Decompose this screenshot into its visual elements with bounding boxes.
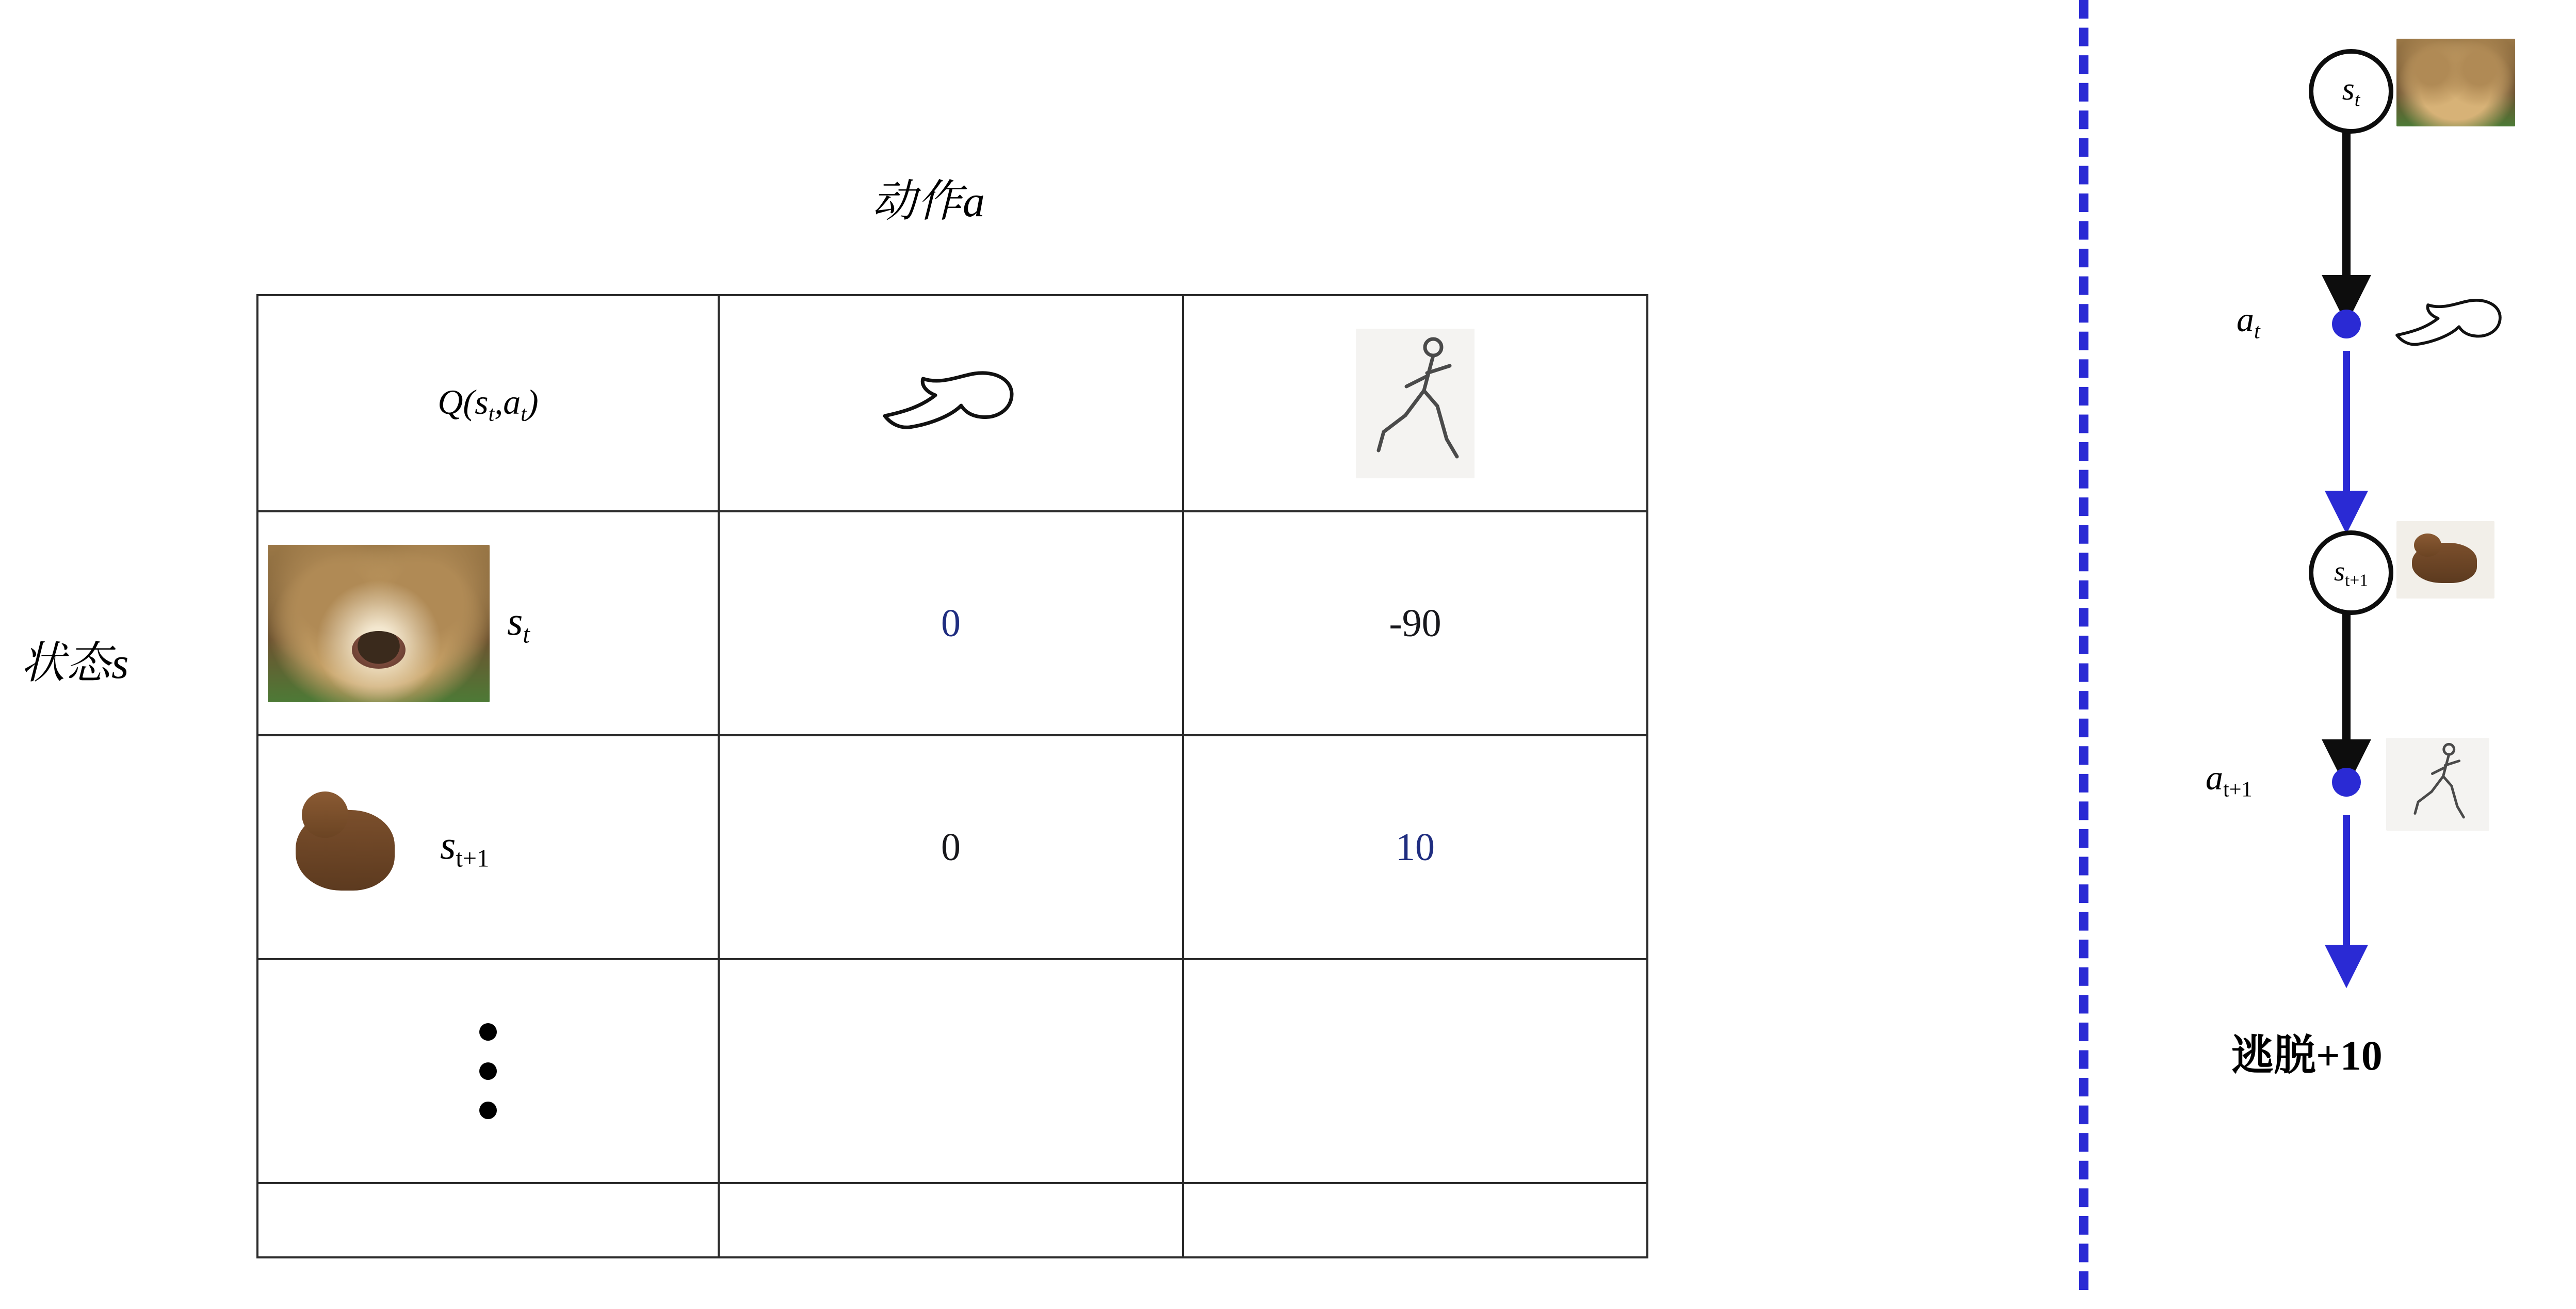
continuation-dots: [257, 959, 719, 1183]
action-axis-label: [872, 165, 986, 229]
chain-node-action-t1: [2332, 768, 2361, 797]
q-value-cell: [719, 511, 1183, 735]
chain-label-action-t: $a_t$: [2237, 300, 2260, 344]
q-value-cell: [719, 735, 1183, 959]
empty-cell: [1183, 959, 1647, 1183]
mdp-chain: [2115, 0, 2576, 1309]
q-value-3: 10: [1396, 825, 1435, 869]
chain-node-state-t: [2309, 49, 2393, 134]
standing-bear-photo: [268, 770, 423, 925]
running-person-icon: [2386, 738, 2489, 831]
dashed-divider: [2079, 0, 2088, 1290]
q-value-cell: [1183, 735, 1647, 959]
row-header-state-t: [257, 511, 719, 735]
table-row: [257, 511, 1647, 735]
q-value-0: 0: [941, 601, 961, 645]
empty-cell: [1183, 1183, 1647, 1257]
flying-bird-icon: [2386, 292, 2515, 359]
ellipsis-dot: [479, 1023, 497, 1041]
chain-node-state-t1-label: st+1: [2334, 555, 2368, 590]
q-value-2: 0: [941, 825, 961, 869]
flying-bird-icon: [873, 362, 1028, 445]
state-axis-label-text: 状态s: [21, 638, 130, 688]
state-t1-label: st+1: [440, 822, 490, 872]
empty-cell: [257, 1183, 719, 1257]
table-continuation-row: [257, 959, 1647, 1183]
chain-arrows: [2115, 0, 2576, 1309]
q-table: [256, 294, 1648, 1258]
roaring-bear-photo: [268, 545, 490, 702]
row-header-state-t1: [257, 735, 719, 959]
small-bear-photo: [2396, 521, 2494, 599]
table-fade-row: [257, 1183, 1647, 1257]
state-axis-label: [21, 627, 129, 691]
column-header-run: [1183, 295, 1647, 511]
chain-node-state-t-label: $s_t$: [2342, 72, 2360, 111]
ellipsis-dot: [479, 1102, 497, 1119]
action-axis-label-text: 动作a: [872, 176, 986, 226]
chain-label-action-t1: at+1: [2206, 758, 2253, 802]
q-value-1: -90: [1389, 601, 1441, 645]
terminal-reward-label: 逃脱+10: [2231, 1032, 2383, 1079]
roaring-bear-photo: [2396, 39, 2515, 126]
table-row: [257, 735, 1647, 959]
ellipsis-dot: [479, 1062, 497, 1080]
empty-cell: [719, 959, 1183, 1183]
column-header-fly: [719, 295, 1183, 511]
table-header-row: [257, 295, 1647, 511]
q-value-cell: [1183, 511, 1647, 735]
running-person-icon: [1356, 329, 1475, 478]
q-function-cell: [257, 295, 719, 511]
chain-node-action-t: [2332, 310, 2361, 338]
chain-node-state-t1: [2309, 530, 2393, 615]
q-function-label: $Q(s_t,a_t)$: [438, 382, 539, 426]
empty-cell: [719, 1183, 1183, 1257]
state-t-label: $s_t$: [507, 598, 530, 649]
